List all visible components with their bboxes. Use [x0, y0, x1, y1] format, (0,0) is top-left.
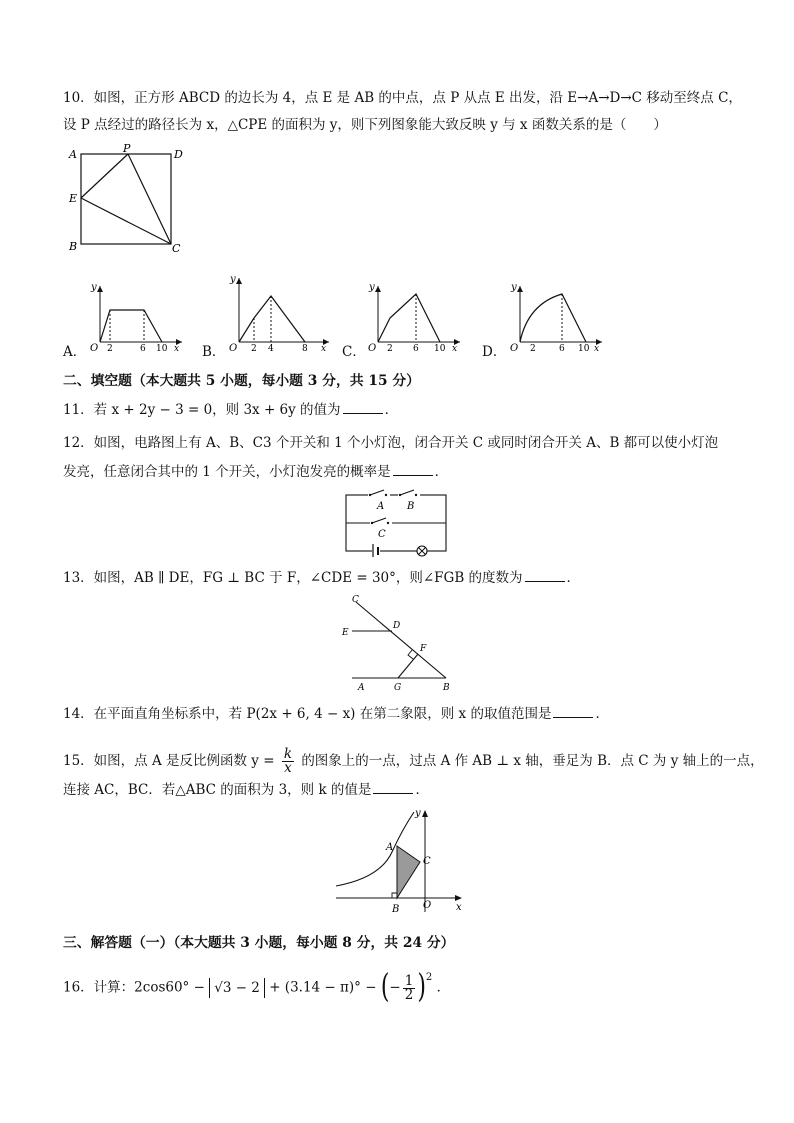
q13-end: ． [566, 570, 581, 586]
q10-label-p: P [123, 144, 131, 155]
q13-text: 13．如图，AB ∥ DE，FG ⊥ BC 于 F，∠CDE = 30°，则∠FGB 的度数为 [63, 570, 523, 586]
q15-label-c: C [423, 856, 431, 867]
q10-a-y: y [91, 282, 97, 293]
q10-label-b: B [69, 240, 78, 253]
q10-label-c: C [172, 242, 181, 255]
q10-option-b-graph [225, 272, 335, 352]
q12-end: ． [434, 464, 449, 480]
q15-label-b: B [392, 904, 400, 915]
q12-line1: 12．如图，电路图上有 A、B、C3 个开关和 1 个小灯泡，闭合开关 C 或同时闭合开关 A、B 都可以使小灯泡 [63, 435, 719, 451]
q10-option-d-label[interactable]: D． [482, 344, 507, 360]
q10-a-tick-2: 10 [156, 344, 168, 352]
q16-mid: + (3.14 − π)° − [269, 979, 377, 996]
q16-minus: − [389, 979, 401, 996]
section-2-heading: 二、填空题（本大题共 5 小题，每小题 3 分，共 15 分） [63, 373, 420, 389]
q12-label-a: A [377, 501, 385, 512]
q11-text: 11．若 x + 2y − 3 = 0，则 3x + 6y 的值为 [63, 402, 341, 418]
q10-b-origin: O [229, 343, 238, 352]
q15-fraction [282, 748, 294, 775]
q10-label-a: A [69, 148, 77, 161]
q13-geometry-figure [338, 594, 460, 694]
q10-d-tick-0: 2 [530, 344, 536, 352]
q13-label-b: B [443, 683, 450, 693]
q10-d-tick-2: 10 [578, 344, 590, 352]
q15-line2 [63, 781, 429, 799]
q15-label-a: A [386, 842, 394, 853]
q13-line [63, 569, 580, 587]
q10-a-origin: O [90, 343, 99, 352]
q10-square-figure [63, 144, 193, 256]
q10-a-x: x [174, 344, 180, 352]
q10-b-x: x [321, 344, 327, 352]
q13-label-d: D [393, 621, 401, 631]
q15-frac-num: k [283, 746, 293, 762]
q12-line2 [63, 463, 448, 481]
q10-a-tick-1: 6 [140, 344, 146, 352]
q16-exponent: 2 [425, 972, 433, 983]
q10-d-x: x [594, 344, 600, 352]
q16-absolute-value [209, 978, 265, 998]
q11-answer-blank[interactable] [343, 401, 383, 414]
q16-line [63, 968, 451, 1006]
q12-label-b: B [407, 501, 415, 512]
q13-answer-blank[interactable] [525, 569, 565, 582]
q10-option-b-label[interactable]: B． [202, 344, 226, 360]
q10-option-a-graph [86, 280, 186, 352]
q10-c-tick-1: 6 [413, 344, 419, 352]
q10-b-tick-0: 2 [251, 344, 257, 352]
q11-line [63, 401, 398, 419]
q10-c-tick-0: 2 [387, 344, 393, 352]
q12-answer-blank[interactable] [393, 463, 433, 476]
q15-graph-figure [332, 806, 468, 916]
q15-text-b: 的图象上的一点，过点 A 作 AB ⊥ x 轴，垂足为 B．点 C 为 y 轴上的一点， [301, 753, 764, 769]
q15-frac-den: x [284, 760, 292, 776]
q10-c-x: x [452, 344, 458, 352]
q13-label-c: C [352, 595, 359, 605]
q10-c-origin: O [368, 343, 377, 352]
q10-a-tick-0: 2 [107, 344, 113, 352]
q16-frac-num: 1 [404, 972, 414, 989]
q14-end: ． [595, 706, 609, 722]
q16-right-paren: ) [417, 968, 426, 1006]
q10-line2: 设 P 点经过的路径长为 x，△CPE 的面积为 y，则下列图象能大致反映 y 与 x 函数关系的是（ ） [63, 117, 667, 133]
q11-end: ． [384, 402, 399, 418]
q10-b-tick-2: 8 [302, 344, 308, 352]
q10-label-d: D [174, 148, 183, 161]
q15-answer-blank[interactable] [373, 781, 413, 794]
q10-option-d-graph [506, 280, 606, 352]
q15-text-2: 连接 AC，BC．若△ABC 的面积为 3，则 k 的值是 [63, 782, 372, 798]
q10-option-c-label[interactable]: C． [342, 344, 366, 360]
q16-prefix: 16．计算：2cos60° − [63, 979, 205, 996]
q13-label-g: G [394, 683, 402, 693]
q10-d-origin: O [510, 343, 519, 352]
q10-d-tick-1: 6 [559, 344, 565, 352]
q13-label-e: E [342, 628, 349, 638]
q10-b-tick-1: 4 [268, 344, 274, 352]
q16-end: ． [436, 979, 451, 996]
q10-option-a-label[interactable]: A． [63, 344, 87, 360]
q10-line1: 10．如图，正方形 ABCD 的边长为 4，点 E 是 AB 的中点，点 P 从点 E 出发，沿 E→A→D→C 移动至终点 C， [63, 90, 742, 106]
q10-d-y: y [511, 282, 517, 293]
q14-answer-blank[interactable] [553, 705, 593, 718]
q15-end: ． [415, 782, 429, 798]
q15-label-y: y [415, 808, 421, 819]
q14-line [63, 705, 609, 723]
q10-label-e: E [69, 192, 78, 205]
q15-text-a: 15．如图，点 A 是反比例函数 y = [63, 753, 275, 769]
q13-label-a: A [358, 683, 365, 693]
q10-option-c-graph [364, 280, 464, 352]
q12-circuit-figure [340, 487, 452, 557]
q14-text: 14．在平面直角坐标系中，若 P(2x + 6, 4 − x) 在第二象限，则 x 的取值范围是 [63, 706, 552, 722]
q13-label-f: F [420, 644, 427, 654]
q15-label-x: x [456, 902, 462, 913]
q10-c-tick-2: 10 [434, 344, 446, 352]
q10-c-y: y [369, 282, 375, 293]
q16-fraction [403, 972, 416, 1003]
q12-label-c: C [378, 529, 386, 540]
q16-left-paren: ( [380, 968, 390, 1006]
q15-label-o: O [423, 900, 432, 911]
q16-frac-den: 2 [404, 986, 414, 1003]
section-3-heading: 三、解答题（一）（本大题共 3 小题，每小题 8 分，共 24 分） [63, 935, 455, 951]
q10-b-y: y [230, 274, 236, 285]
q15-line1 [63, 748, 764, 775]
q12-text: 发亮，任意闭合其中的 1 个开关，小灯泡发亮的概率是 [63, 464, 391, 480]
q16-abs-inner: √3 − 2 [214, 979, 260, 996]
